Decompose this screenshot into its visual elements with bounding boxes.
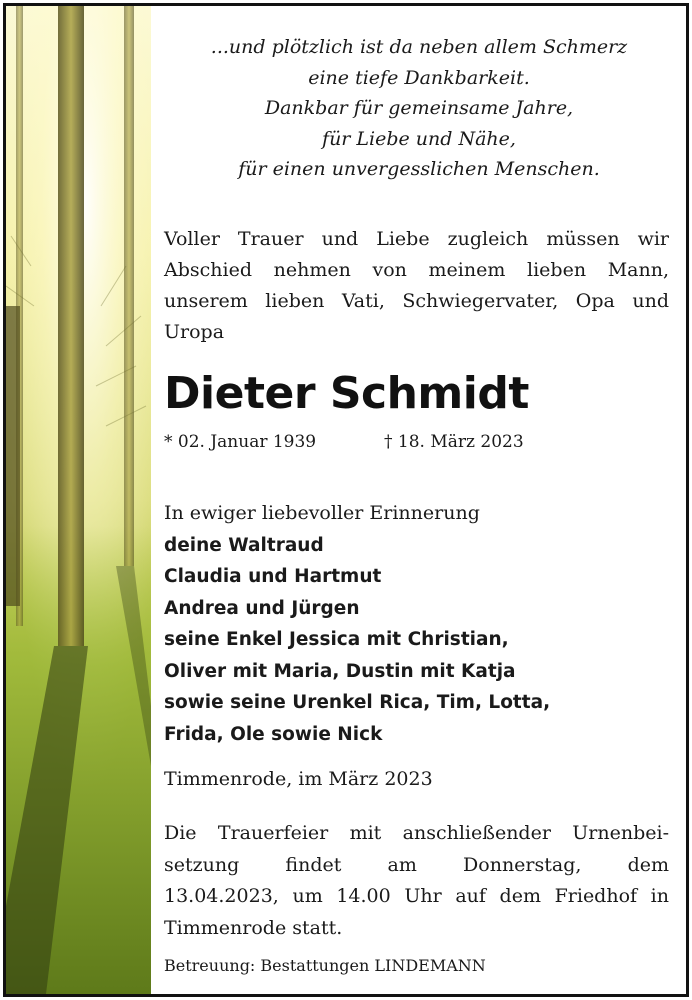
forest-illustration (6, 6, 151, 994)
intro-line: unserem lieben Vati, Schwiegervater, Opa und (164, 290, 669, 312)
intro-line: Uropa (164, 321, 225, 343)
family-member-line: deine Waltraud (164, 534, 324, 556)
family-member-line: Claudia und Hartmut (164, 566, 382, 587)
place-and-date: Timmenrode, im März 2023 (164, 768, 433, 790)
funeral-home-credit: Betreuung: Bestattungen LINDEMANN (164, 956, 486, 975)
poem-line: für einen unvergesslichen Menschen. (238, 158, 600, 180)
family-member-line: Frida, Ole sowie Nick (164, 723, 383, 745)
family-member-line: seine Enkel Jessica mit Christian, (164, 629, 509, 650)
poem-line: Dankbar für gemeinsame Jahre, (264, 97, 574, 119)
poem-line: ...und plötzlich ist da neben allem Schmerz (210, 36, 628, 58)
funeral-line: 13.04.2023, um 14.00 Uhr auf dem Friedhof in (164, 885, 669, 907)
death-date: † 18. März 2023 (384, 432, 524, 452)
poem (164, 32, 674, 185)
family-intro: In ewiger liebevoller Erinnerung (164, 502, 480, 524)
forest-image (6, 6, 151, 994)
funeral-line: Die Trauerfeier mit anschließender Urnenbei- (164, 822, 669, 844)
intro-line: Abschied nehmen von meinem lieben Mann, (164, 259, 669, 281)
obituary-frame (3, 3, 689, 997)
birth-date: * 02. Januar 1939 (164, 432, 317, 452)
family-member-line: Andrea und Jürgen (164, 597, 360, 619)
funeral-line: Timmenrode statt. (164, 916, 343, 939)
poem-line: eine tiefe Dankbarkeit. (308, 66, 530, 89)
deceased-name: Dieter Schmidt (164, 368, 529, 419)
family-member-line: Oliver mit Maria, Dustin mit Katja (164, 660, 516, 682)
funeral-info (164, 818, 669, 944)
funeral-line: setzung findet am Donnerstag, dem (164, 853, 669, 876)
obituary-content (164, 6, 674, 994)
poem-line: für Liebe und Nähe, (322, 127, 516, 150)
life-dates (164, 432, 669, 452)
family-list (164, 498, 669, 750)
intro-line: Voller Trauer und Liebe zugleich müssen wir (164, 228, 669, 250)
intro-text (164, 224, 669, 348)
family-member-line: sowie seine Urenkel Rica, Tim, Lotta, (164, 692, 551, 713)
